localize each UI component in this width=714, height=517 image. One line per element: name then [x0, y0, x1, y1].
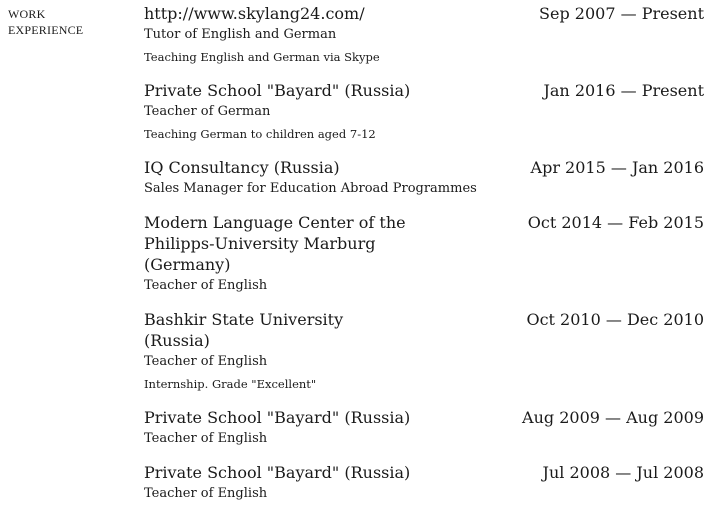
entry-header [144, 80, 704, 101]
role: Tutor of English and German [144, 27, 337, 42]
role: Teacher of English [144, 278, 268, 293]
date-range: Aug 2009 — Aug 2009 [522, 408, 704, 427]
role: Teacher of English [144, 431, 268, 446]
role: Teacher of English [144, 354, 268, 369]
experience-entry [144, 3, 704, 68]
experience-entry [144, 212, 704, 297]
date-range: Jul 2008 — Jul 2008 [542, 463, 704, 482]
experience-entry [144, 462, 704, 505]
date-range: Oct 2010 — Dec 2010 [526, 310, 704, 329]
description: Internship. Grade "Excellent" [144, 377, 317, 391]
role: Teacher of English [144, 486, 268, 501]
role: Teacher of German [144, 104, 271, 119]
section-label: WORK EXPERIENCE [8, 7, 84, 37]
date-range: Sep 2007 — Present [539, 4, 704, 23]
employer: Modern Language Center of the Philipps-University Marburg (Germany) [144, 213, 406, 274]
entry-header [144, 407, 704, 428]
entry-header [144, 212, 704, 275]
employer: Private School "Bayard" (Russia) [144, 463, 411, 482]
work-experience-list [144, 3, 704, 517]
experience-entry [144, 407, 704, 450]
employer: Private School "Bayard" (Russia) [144, 408, 411, 427]
entry-header [144, 309, 704, 351]
role: Sales Manager for Education Abroad Programmes [144, 181, 477, 196]
entry-header [144, 3, 704, 24]
employer: Private School "Bayard" (Russia) [144, 81, 411, 100]
employer[interactable]: http://www.skylang24.com/ [144, 4, 365, 23]
date-range: Apr 2015 — Jan 2016 [530, 158, 704, 177]
date-range: Jan 2016 — Present [543, 81, 704, 100]
experience-entry [144, 309, 704, 395]
description: Teaching German to children aged 7-12 [144, 127, 376, 141]
experience-entry [144, 157, 704, 200]
entry-header [144, 462, 704, 483]
date-range: Oct 2014 — Feb 2015 [527, 213, 704, 232]
employer: IQ Consultancy (Russia) [144, 158, 340, 177]
description: Teaching English and German via Skype [144, 50, 380, 64]
experience-entry [144, 80, 704, 145]
entry-header [144, 157, 704, 178]
employer: Bashkir State University (Russia) [144, 310, 344, 350]
